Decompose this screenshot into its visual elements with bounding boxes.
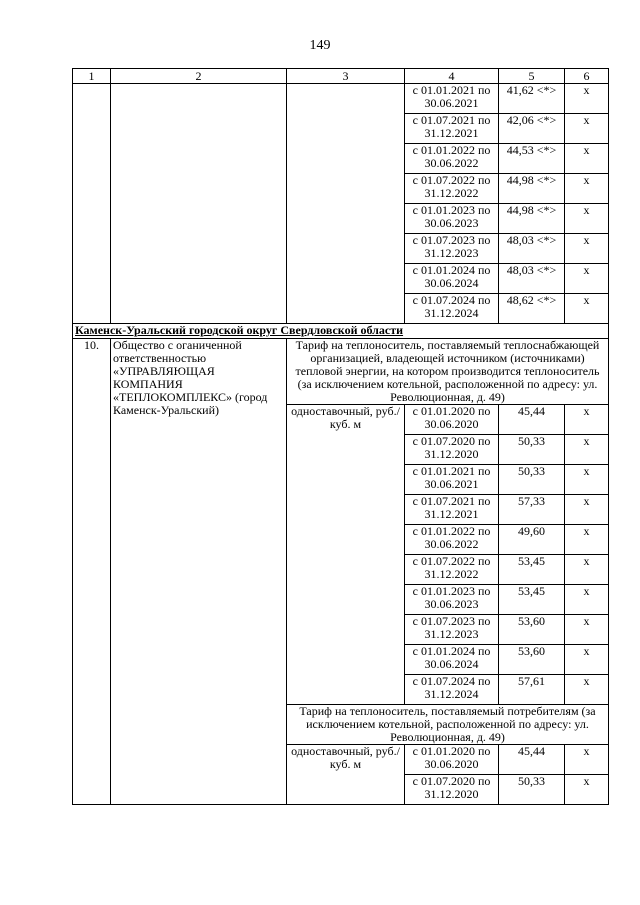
- col6-cell: x: [565, 204, 609, 234]
- col6-cell: x: [565, 645, 609, 675]
- col6-cell: x: [565, 264, 609, 294]
- period-cell: с 01.01.2022 по 30.06.2022: [405, 144, 499, 174]
- tariff-title: Тариф на теплоноситель, поставляемый потребителям (за исключением котельной, расположенной по адресу: ул. Революционная, д. 49): [287, 705, 609, 745]
- period-cell: с 01.07.2022 по 31.12.2022: [405, 555, 499, 585]
- period-cell: с 01.01.2020 по 30.06.2020: [405, 745, 499, 775]
- value-cell: 50,33: [499, 775, 565, 805]
- empty-cell: [111, 84, 287, 324]
- col6-cell: x: [565, 144, 609, 174]
- value-cell: 45,44: [499, 405, 565, 435]
- value-cell: 42,06 <*>: [499, 114, 565, 144]
- period-cell: с 01.01.2021 по 30.06.2021: [405, 465, 499, 495]
- header-cell: 2: [111, 69, 287, 84]
- entry-number: 10.: [73, 339, 111, 805]
- value-cell: 57,33: [499, 495, 565, 525]
- period-cell: с 01.07.2022 по 31.12.2022: [405, 174, 499, 204]
- header-cell: 5: [499, 69, 565, 84]
- period-cell: с 01.01.2023 по 30.06.2023: [405, 585, 499, 615]
- col6-cell: x: [565, 555, 609, 585]
- value-cell: 53,45: [499, 555, 565, 585]
- col6-cell: x: [565, 294, 609, 324]
- tariff-title: Тариф на теплоноситель, поставляемый теплоснабжающей организацией, владеющей источником (источниками) тепловой энергии, на котором производится теплоноситель (за исключением котельной, расположенной по адресу: ул. Революционная, д. 49): [287, 339, 609, 405]
- value-cell: 49,60: [499, 525, 565, 555]
- tariff-unit: одноставочный, руб./куб. м: [287, 405, 405, 705]
- period-cell: с 01.01.2021 по 30.06.2021: [405, 84, 499, 114]
- value-cell: 44,98 <*>: [499, 174, 565, 204]
- header-row: [73, 69, 609, 84]
- period-cell: с 01.01.2024 по 30.06.2024: [405, 264, 499, 294]
- region-row: [73, 324, 609, 339]
- period-cell: с 01.01.2020 по 30.06.2020: [405, 405, 499, 435]
- period-cell: с 01.07.2021 по 31.12.2021: [405, 495, 499, 525]
- header-cell: 4: [405, 69, 499, 84]
- value-cell: 41,62 <*>: [499, 84, 565, 114]
- region-heading: Каменск-Уральский городской округ Свердловской области: [73, 324, 609, 339]
- value-cell: 48,62 <*>: [499, 294, 565, 324]
- period-cell: с 01.07.2023 по 31.12.2023: [405, 615, 499, 645]
- value-cell: 53,60: [499, 615, 565, 645]
- value-cell: 45,44: [499, 745, 565, 775]
- col6-cell: x: [565, 405, 609, 435]
- tariff-table: [72, 68, 609, 805]
- period-cell: с 01.07.2020 по 31.12.2020: [405, 435, 499, 465]
- col6-cell: x: [565, 174, 609, 204]
- col6-cell: x: [565, 525, 609, 555]
- col6-cell: x: [565, 114, 609, 144]
- period-cell: с 01.07.2023 по 31.12.2023: [405, 234, 499, 264]
- value-cell: 57,61: [499, 675, 565, 705]
- tariff-title-row: [73, 339, 609, 405]
- period-cell: с 01.07.2024 по 31.12.2024: [405, 675, 499, 705]
- value-cell: 53,45: [499, 585, 565, 615]
- value-cell: 50,33: [499, 465, 565, 495]
- value-cell: 44,53 <*>: [499, 144, 565, 174]
- period-cell: с 01.07.2021 по 31.12.2021: [405, 114, 499, 144]
- value-cell: 44,98 <*>: [499, 204, 565, 234]
- empty-cell: [287, 84, 405, 324]
- col6-cell: x: [565, 775, 609, 805]
- col6-cell: x: [565, 234, 609, 264]
- col6-cell: x: [565, 435, 609, 465]
- tariff-unit: одноставочный, руб./куб. м: [287, 745, 405, 805]
- value-cell: 53,60: [499, 645, 565, 675]
- value-cell: 50,33: [499, 435, 565, 465]
- value-cell: 48,03 <*>: [499, 234, 565, 264]
- col6-cell: x: [565, 675, 609, 705]
- col6-cell: x: [565, 615, 609, 645]
- period-cell: с 01.01.2024 по 30.06.2024: [405, 645, 499, 675]
- col6-cell: x: [565, 585, 609, 615]
- period-cell: с 01.07.2024 по 31.12.2024: [405, 294, 499, 324]
- header-cell: 6: [565, 69, 609, 84]
- header-cell: 3: [287, 69, 405, 84]
- col6-cell: x: [565, 465, 609, 495]
- period-cell: с 01.01.2022 по 30.06.2022: [405, 525, 499, 555]
- organization-name: Общество с оганиченной ответственностью «УПРАВЛЯЮЩАЯ КОМПАНИЯ «ТЕПЛОКОМПЛЕКС» (город Каменск-Уральский): [111, 339, 287, 805]
- page-number: 149: [309, 38, 331, 53]
- period-cell: с 01.07.2020 по 31.12.2020: [405, 775, 499, 805]
- col6-cell: x: [565, 495, 609, 525]
- table-row: [73, 84, 609, 114]
- col6-cell: x: [565, 84, 609, 114]
- col6-cell: x: [565, 745, 609, 775]
- value-cell: 48,03 <*>: [499, 264, 565, 294]
- empty-cell: [73, 84, 111, 324]
- period-cell: с 01.01.2023 по 30.06.2023: [405, 204, 499, 234]
- header-cell: 1: [73, 69, 111, 84]
